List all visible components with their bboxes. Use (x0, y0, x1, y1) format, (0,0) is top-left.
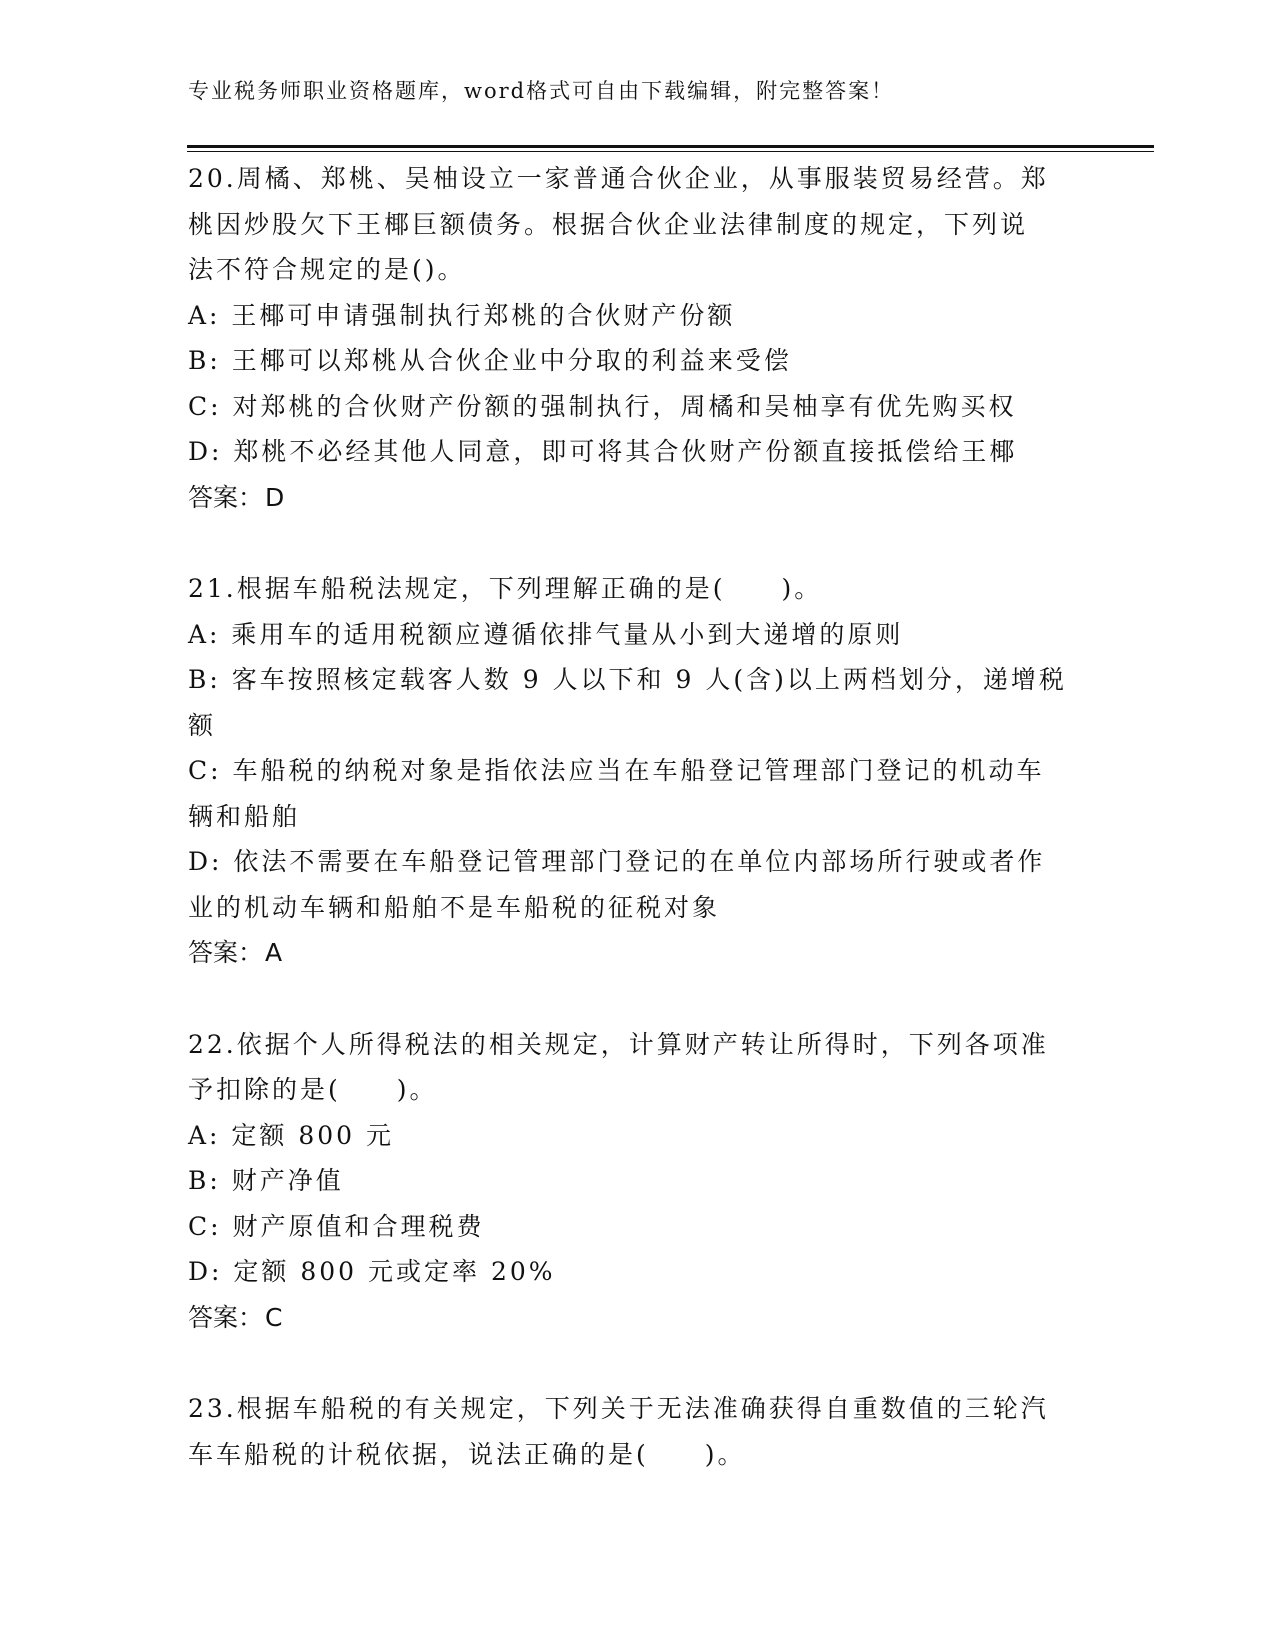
answer-value: C (265, 1302, 283, 1332)
option-b: B: 财产净值 (188, 1166, 344, 1195)
question-text-line: 22.依据个人所得税法的相关规定，计算财产转让所得时，下列各项准 (188, 1029, 1049, 1059)
question-20 (188, 156, 1088, 520)
answer-line (188, 1295, 1088, 1341)
option-a: A: 乘用车的适用税额应遵循依排气量从小到大递增的原则 (188, 619, 904, 649)
answer-value: D (265, 482, 285, 512)
header-rule-thin (187, 151, 1154, 152)
option-c: C: 车船税的纳税对象是指依法应当在车船登记管理部门登记的机动车 (188, 756, 1045, 785)
question-21 (188, 566, 1088, 976)
option-b-continued: 额 (188, 710, 217, 740)
answer-line (188, 475, 1088, 521)
answer-line (188, 930, 1088, 976)
option-d: D: 依法不需要在车船登记管理部门登记的在单位内部场所行驶或者作 (188, 847, 1046, 876)
option-c-continued: 辆和船舶 (188, 801, 301, 831)
question-list (188, 156, 1088, 1477)
question-text-line: 21.根据车船税法规定，下列理解正确的是( )。 (188, 574, 823, 603)
option-a: A: 王椰可申请强制执行郑桃的合伙财产份额 (188, 300, 736, 330)
question-23 (188, 1386, 1088, 1477)
question-text-line: 车车船税的计税依据，说法正确的是( )。 (188, 1439, 746, 1469)
header-note: 专业税务师职业资格题库，word格式可自由下载编辑，附完整答案！ (188, 79, 895, 103)
option-b: B: 客车按照核定载客人数 9 人以下和 9 人(含)以上两档划分，递增税 (188, 665, 1067, 694)
option-c: C: 对郑桃的合伙财产份额的强制执行，周橘和吴柚享有优先购买权 (188, 391, 1017, 421)
option-d: D: 郑桃不必经其他人同意，即可将其合伙财产份额直接抵偿给王椰 (188, 437, 1018, 466)
question-22 (188, 1022, 1088, 1341)
option-d-continued: 业的机动车辆和船舶不是车船税的征税对象 (188, 892, 721, 922)
option-a: A: 定额 800 元 (188, 1120, 395, 1150)
answer-label: 答案： (188, 1302, 264, 1332)
option-b: B: 王椰可以郑桃从合伙企业中分取的利益来受偿 (188, 346, 792, 375)
question-text-line: 桃因炒股欠下王椰巨额债务。根据合伙企业法律制度的规定，下列说 (188, 209, 1029, 239)
answer-label: 答案： (188, 482, 264, 512)
question-text-line: 23.根据车船税的有关规定，下列关于无法准确获得自重数值的三轮汽 (188, 1394, 1049, 1423)
option-d: D: 定额 800 元或定率 20% (188, 1257, 556, 1286)
question-text-line: 20.周橘、郑桃、吴柚设立一家普通合伙企业，从事服装贸易经营。郑 (188, 164, 1049, 193)
header-rule-thick (187, 145, 1154, 148)
answer-value: A (265, 938, 283, 967)
question-text-line: 法不符合规定的是()。 (188, 255, 466, 284)
option-c: C: 财产原值和合理税费 (188, 1211, 485, 1241)
question-text-line: 予扣除的是( )。 (188, 1075, 438, 1104)
answer-label: 答案： (188, 938, 264, 967)
